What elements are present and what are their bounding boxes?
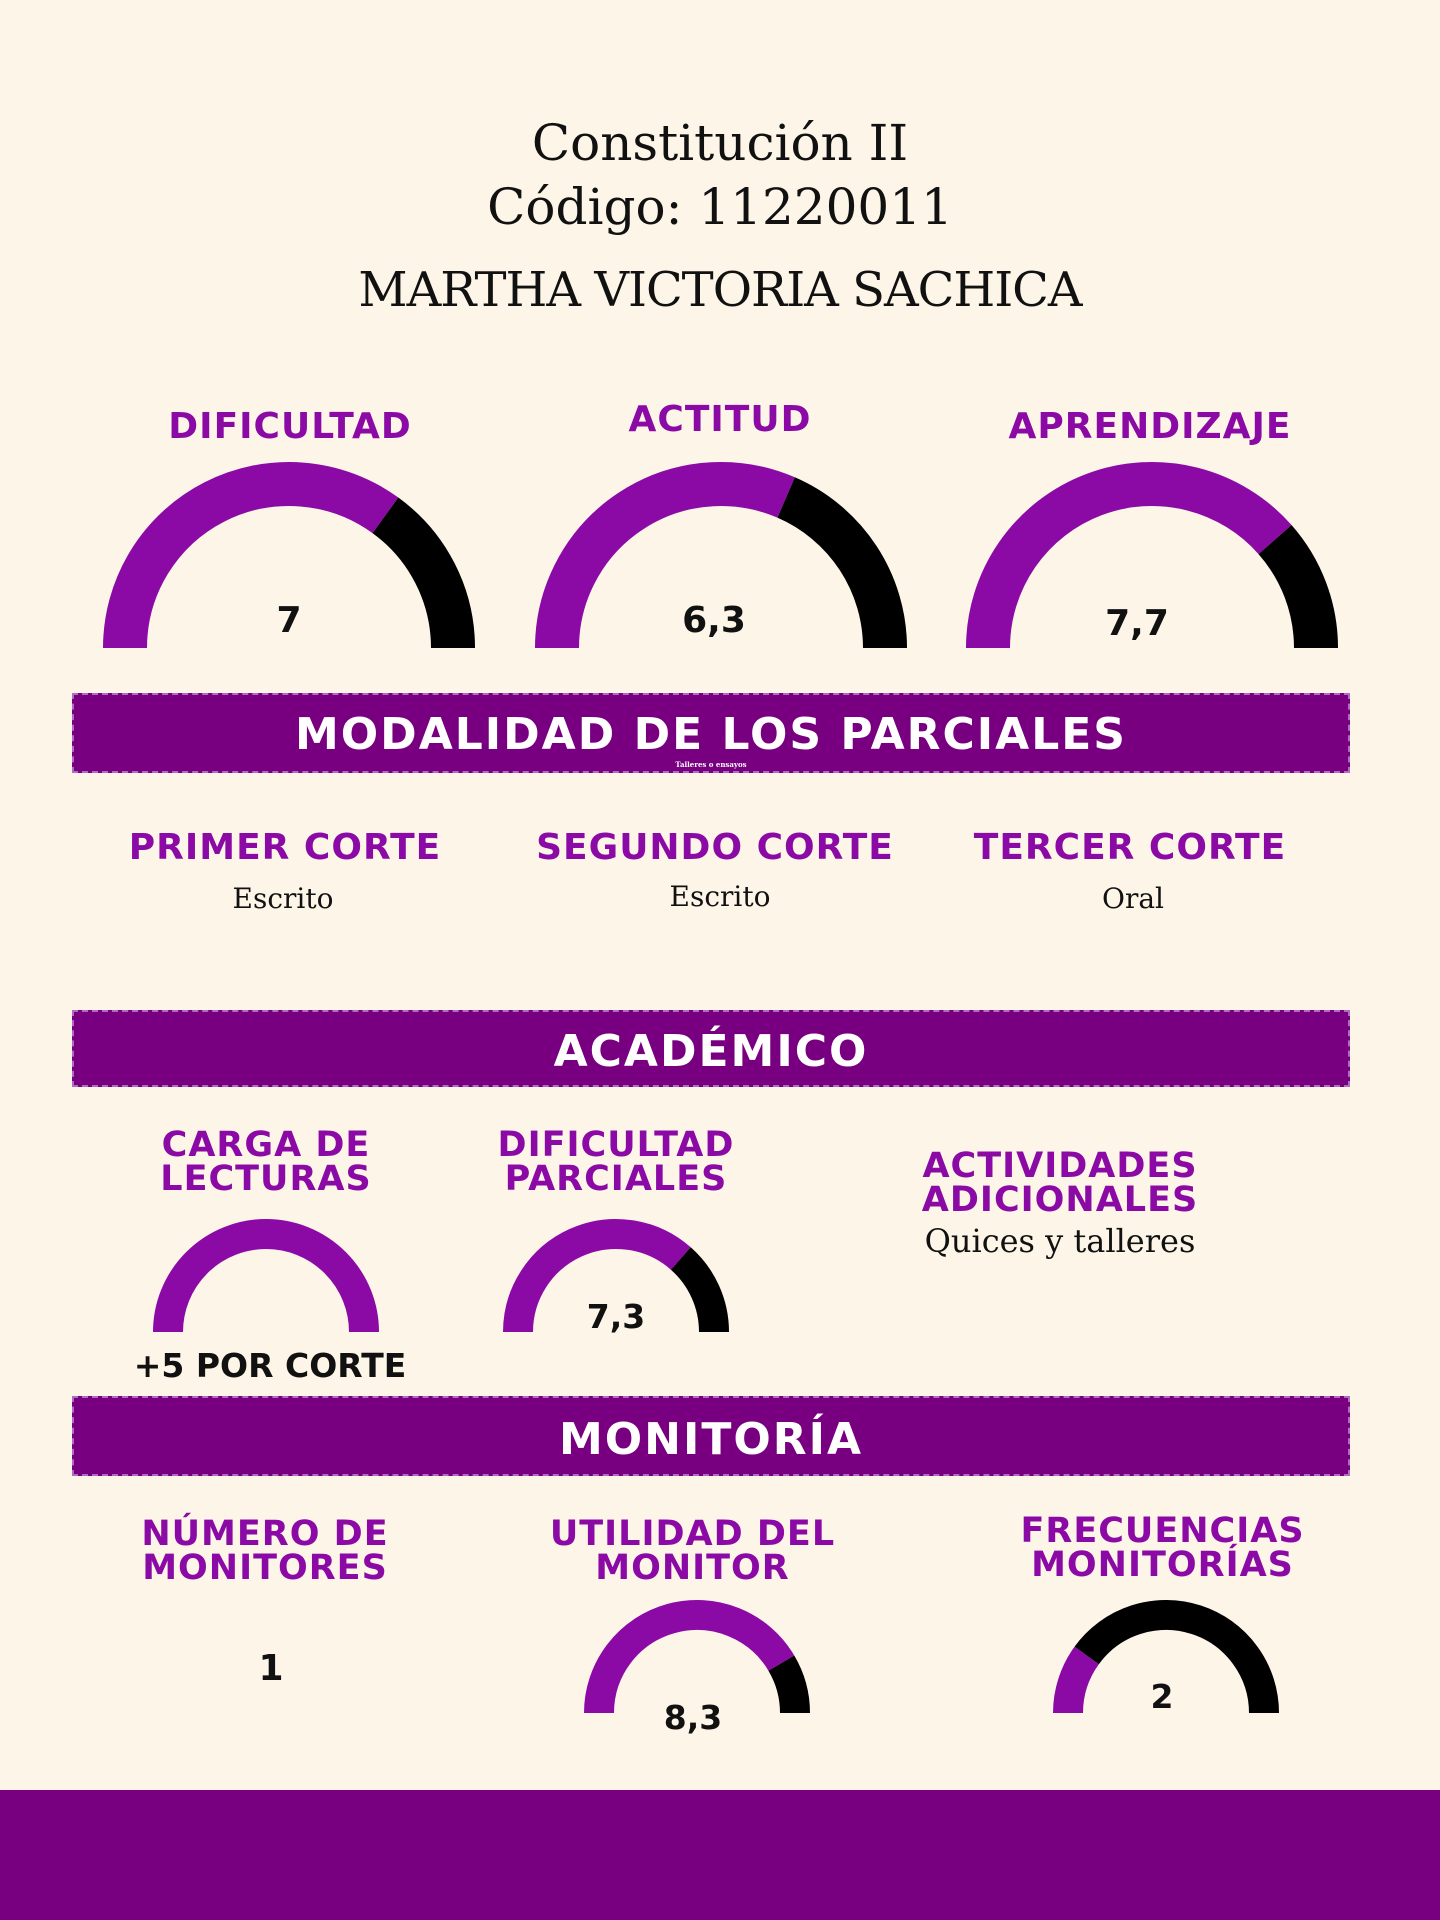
frecuencias-line2: MONITORÍAS: [1031, 1545, 1294, 1585]
gauge-remainder-arc: [781, 1663, 795, 1713]
rating-label-actitud: ACTITUD: [628, 399, 812, 440]
professor-name: MARTHA VICTORIA SACHICA: [358, 262, 1082, 318]
dificultad-parciales-label: [476, 1125, 756, 1199]
dificultad-parciales-line2: PARCIALES: [504, 1159, 728, 1199]
rating-value-dificultad: 7: [276, 600, 302, 641]
band-monitoria: [72, 1396, 1350, 1476]
numero-monitores-label: [120, 1514, 410, 1588]
band-modalidad-title: MODALIDAD DE LOS PARCIALES: [294, 709, 1127, 760]
rating-value-actitud: 6,3: [682, 600, 746, 641]
utilidad-monitor-line1: UTILIDAD DEL: [549, 1514, 836, 1554]
utilidad-monitor-line2: MONITOR: [595, 1548, 790, 1588]
course-code: Código: 11220011: [487, 178, 953, 236]
gauge-remainder-arc: [1275, 540, 1316, 648]
dificultad-parciales-line1: DIFICULTAD: [497, 1125, 735, 1165]
gauge-remainder-arc: [385, 515, 453, 648]
utilidad-monitor-value: 8,3: [663, 1698, 723, 1737]
numero-monitores-value: 1: [258, 1648, 284, 1689]
band-modalidad-note: Talleres o ensayos: [675, 760, 747, 769]
carga-label-line2: LECTURAS: [160, 1159, 372, 1199]
rating-value-aprendizaje: 7,7: [1105, 603, 1169, 644]
actividades-label: ACTIVIDADES ADICIONALES: [921, 1146, 1199, 1220]
numero-monitores-line1: NÚMERO DE: [141, 1514, 389, 1554]
utilidad-monitor-label: [535, 1514, 850, 1588]
frecuencias-label: [1010, 1511, 1315, 1585]
frecuencia-value: 2: [1150, 1677, 1174, 1716]
gauge-remainder-arc: [681, 1258, 714, 1332]
gauge-fill-arc: [168, 1234, 364, 1332]
footer-band: [0, 1790, 1440, 1920]
band-modalidad: [72, 693, 1350, 773]
frecuencias-line1: FRECUENCIAS: [1020, 1511, 1305, 1551]
gauge-fill-arc: [1068, 1655, 1087, 1713]
course-title: Constitución II: [531, 114, 909, 172]
corte-value-segundo: Escrito: [669, 880, 771, 913]
numero-monitores-line2: MONITORES: [142, 1548, 388, 1588]
corte-value-primero: Escrito: [232, 882, 334, 915]
corte-label-tercero: TERCER CORTE: [973, 827, 1287, 868]
carga-value: +5 POR CORTE: [133, 1346, 407, 1385]
corte-label-segundo: SEGUNDO CORTE: [536, 827, 894, 868]
rating-label-aprendizaje: APRENDIZAJE: [1008, 406, 1292, 447]
corte-value-tercero: Oral: [1102, 882, 1164, 915]
dificultad-parciales-value: 7,3: [586, 1297, 646, 1336]
band-academico-title: ACADÉMICO: [553, 1026, 869, 1077]
band-monitoria-title: MONITORÍA: [558, 1414, 864, 1465]
carga-label-line1: CARGA DE: [161, 1125, 371, 1165]
carga-label: [136, 1125, 396, 1199]
actividades-value: Quices y talleres: [924, 1222, 1196, 1260]
rating-label-dificultad: DIFICULTAD: [168, 406, 412, 447]
corte-label-primero: PRIMER CORTE: [128, 827, 442, 868]
band-academico: [72, 1010, 1350, 1087]
